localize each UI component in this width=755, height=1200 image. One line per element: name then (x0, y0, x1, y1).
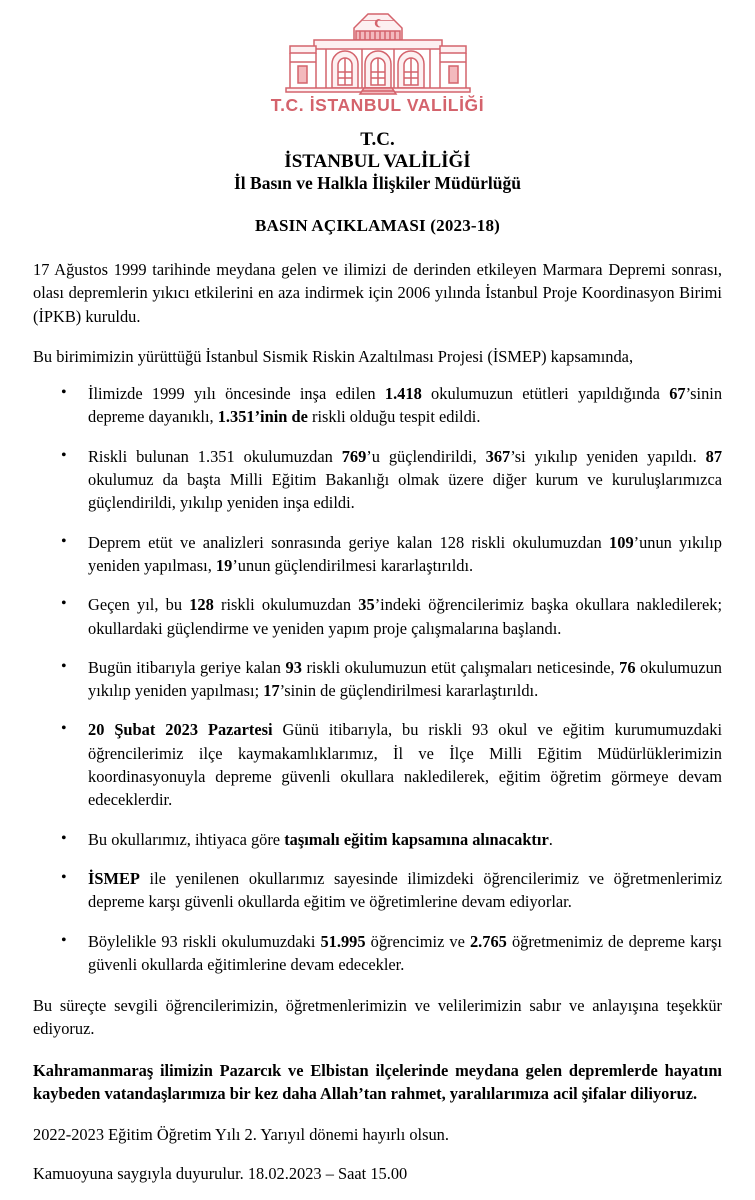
crest-caption: T.C. İSTANBUL VALİLİĞİ (270, 95, 485, 115)
list-item (33, 828, 722, 851)
list-item (33, 593, 722, 640)
list-item-text: • 20 Şubat 2023 Pazartesi Günü itibarıyla, bu riskli 93 okul ve eğitim kurumumuzdaki öğrencilerimiz ilçe kaymakamlıklarımız, İl ve İlçe Milli Eğitim Müdürlüklerimizin koordinasyonuyla depreme güvenli okullara nakledilerek, eğitim öğretim görmeye devam edeceklerdir. (88, 720, 722, 810)
letterhead-logo (33, 0, 722, 115)
list-item-text: • İlimizde 1999 yılı öncesinde inşa edilen 1.418 okulumuzun etütleri yapıldığında 67’sinin depreme dayanıklı, 1.351’inin de riskli olduğu tespit edildi. (88, 384, 723, 427)
intro-paragraph-2: Bu birimimizin yürüttüğü İstanbul Sismik Riskin Azaltılması Projesi (İSMEP) kapsamında, (33, 346, 634, 366)
list-item-text: • Riskli bulunan 1.351 okulumuzdan 769’u güçlendirildi, 367’si yıkılıp yeniden yapıldı. 87 okulumuz da başta Milli Eğitim Bakanlığı olmak üzere diğer kurum ve kuruluşlarımızca güçlendirildi, yıkılıp yeniden inşa edildi. (88, 446, 723, 513)
statement-bullet-list (33, 382, 722, 976)
list-item (33, 718, 722, 811)
header-line-republic: T.C. (360, 128, 395, 150)
list-item (33, 867, 722, 914)
condolence-paragraph: Kahramanmaraş ilimizin Pazarcık ve Elbistan ilçelerinde meydana gelen depremlerde hayatını kaybeden vatandaşlarımıza bir kez daha Allah’tan rahmet, yaralılarımıza acil şifalar diliyoruz. (33, 1060, 722, 1104)
list-item (33, 382, 722, 429)
list-item-text: • İSMEP ile yenilenen okullarımız sayesinde ilimizdeki öğrencilerimiz ve öğretmenlerimiz depreme karşı güvenli okullarda eğitim ve öğretimlerine devam ediyorlar. (88, 868, 722, 912)
list-item-text: • Bugün itibarıyla geriye kalan 93 riskli okulumuzun etüt çalışmaları neticesinde, 76 okulumuzun yıkılıp yeniden yapılması; 17’sinin de güçlendirilmesi kararlaştırıldı. (88, 657, 723, 701)
page-title: BASIN AÇIKLAMASI (2023-18) (254, 215, 501, 235)
header-line-department: İl Basın ve Halkla İlişkiler Müdürlüğü (233, 173, 522, 194)
government-building-crest-icon (276, 12, 480, 96)
list-item (33, 531, 722, 578)
closing-paragraph: Kamuoyuna saygıyla duyurulur. 18.02.2023 – Saat 15.00 (33, 1163, 408, 1183)
list-item (33, 656, 722, 703)
list-item (33, 445, 722, 515)
list-item-text: • Geçen yıl, bu 128 riskli okulumuzdan 35’indeki öğrencilerimiz başka okullara nakledilerek; okullardaki güçlendirme ve yeniden yapım proje çalışmalarına başlandı. (88, 595, 722, 638)
list-item-text: • Bu okullarımız, ihtiyaca göre taşımalı eğitim kapsamına alınacaktır. (88, 829, 553, 849)
intro-paragraph-1: 17 Ağustos 1999 tarihinde meydana gelen ve ilimizi de derinden etkileyen Marmara Depremi sonrası, olası depremlerin yıkıcı etkilerini en aza indirmek için 2006 yılında İstanbul Proje Koordinasyon Birimi (İPKB) kuruldu. (33, 260, 722, 326)
thanks-paragraph: Bu süreçte sevgili öğrencilerimizin, öğretmenlerimizin ve velilerimizin sabır ve anlayışına teşekkür ediyoruz. (33, 996, 722, 1039)
list-item-text: • Böylelikle 93 riskli okulumuzdaki 51.995 öğrencimiz ve 2.765 öğretmenimiz de depreme karşı güvenli okullarda eğitimlerine devam edecekler. (88, 931, 722, 974)
header-line-governorship: İSTANBUL VALİLİĞİ (284, 150, 471, 172)
wish-paragraph: 2022-2023 Eğitim Öğretim Yılı 2. Yarıyıl dönemi hayırlı olsun. (33, 1125, 449, 1145)
list-item-text: • Deprem etüt ve analizleri sonrasında geriye kalan 128 riskli okulumuzdan 109’unun yıkılıp yeniden yapılması, 19’unun güçlendirilmesi kararlaştırıldı. (88, 532, 722, 575)
list-item (33, 930, 722, 977)
